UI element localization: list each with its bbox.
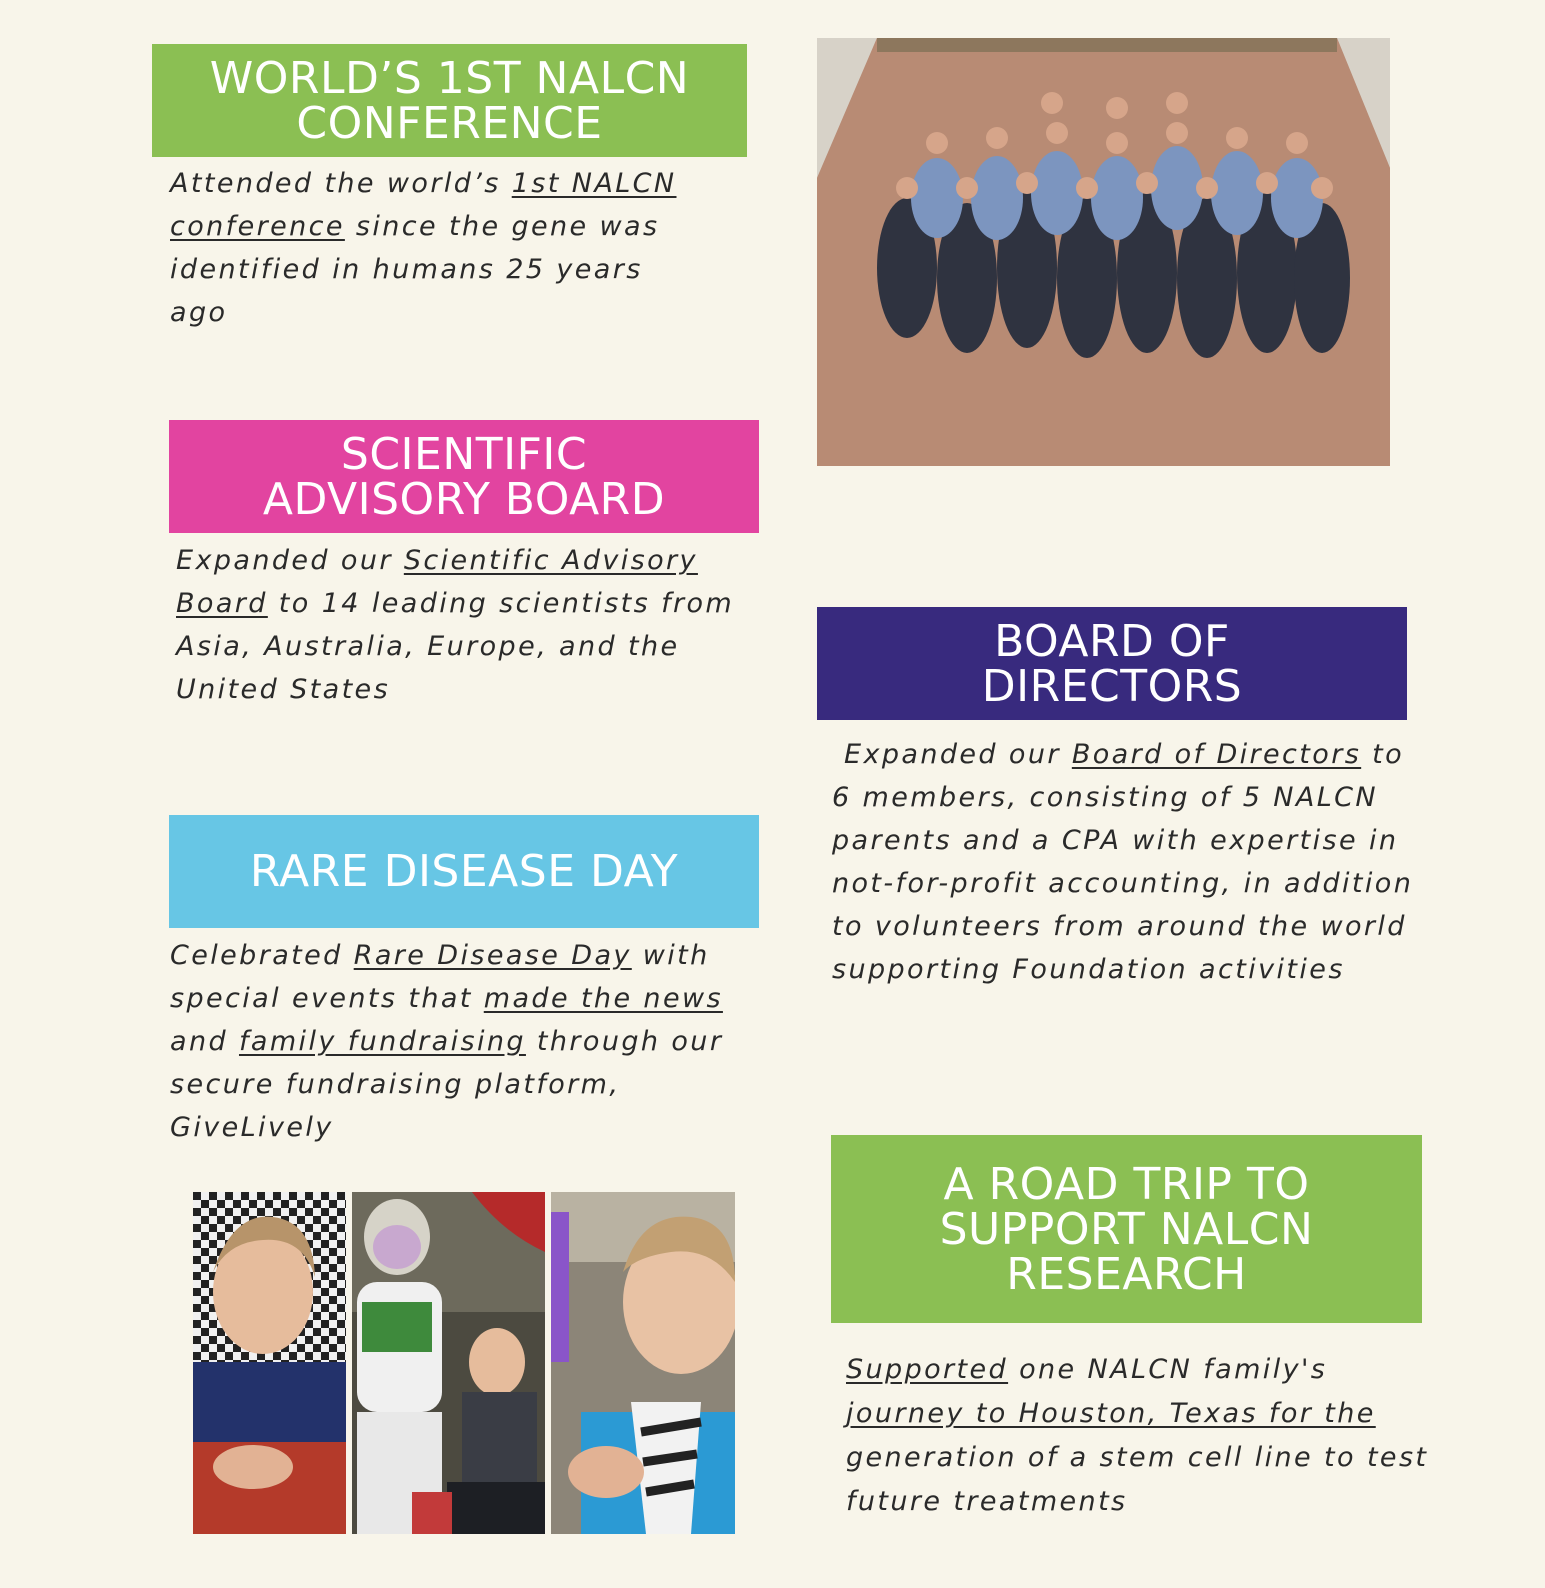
supported-link[interactable]: Supported (846, 1354, 1009, 1385)
rare-disease-banner (169, 815, 759, 928)
houston-journey-link[interactable]: journey to Houston, Texas for the (846, 1398, 1376, 1429)
board-of-directors-link[interactable]: Board of Directors (1071, 739, 1362, 770)
conference-link[interactable]: 1st NALCN conference (170, 168, 677, 242)
sab-banner (169, 420, 759, 533)
family-fundraising-link[interactable]: family fundraising (238, 1026, 526, 1057)
road-trip-title-line3: RESEARCH (1006, 1248, 1247, 1300)
rare-disease-title: RARE DISEASE DAY (249, 846, 679, 897)
conference-text: Attended the world’s 1st NALCN conference since the gene was identified in humans 25 years ago (170, 168, 677, 328)
conference-banner (152, 44, 747, 157)
board-banner (817, 607, 1407, 720)
road-trip-banner (831, 1135, 1422, 1323)
board-title-line1: BOARD OF (994, 615, 1230, 667)
child-closeup-photo (551, 1192, 735, 1534)
child-with-toy-photo (352, 1192, 545, 1534)
rare-disease-text: Celebrated Rare Disease Day with special events that made the news and family fundraising through our secure fundraising platform, GiveLively (170, 940, 724, 1143)
group-photo (817, 38, 1390, 466)
board-text: Expanded our Board of Directors to 6 members, consisting of 5 NALCN parents and a CPA with expertise in not-for-profit accounting, in addition to volunteers from around the world supporting Foundation activities (832, 739, 1414, 985)
sab-text: Expanded our Scientific Advisory Board to 14 leading scientists from Asia, Australia, Europe, and the United States (176, 545, 735, 705)
road-trip-text: Supported one NALCN family's journey to Houston, Texas for the generation of a stem cell line to test future treatments (846, 1354, 1429, 1517)
sab-link[interactable]: Scientific Advisory Board (176, 545, 698, 619)
conference-title-line1: WORLD’S 1ST NALCN (209, 52, 690, 104)
board-title-line2: DIRECTORS (981, 660, 1243, 712)
made-the-news-link[interactable]: made the news (483, 983, 723, 1014)
sab-title-line1: SCIENTIFIC (340, 428, 588, 480)
conference-title-line2: CONFERENCE (296, 97, 603, 149)
sab-title-line2: ADVISORY BOARD (262, 473, 666, 525)
child-photo-1 (193, 1192, 346, 1534)
road-trip-title-line1: A ROAD TRIP TO (943, 1158, 1310, 1210)
road-trip-title-line2: SUPPORT NALCN (939, 1203, 1314, 1255)
rare-disease-day-link[interactable]: Rare Disease Day (353, 940, 632, 971)
